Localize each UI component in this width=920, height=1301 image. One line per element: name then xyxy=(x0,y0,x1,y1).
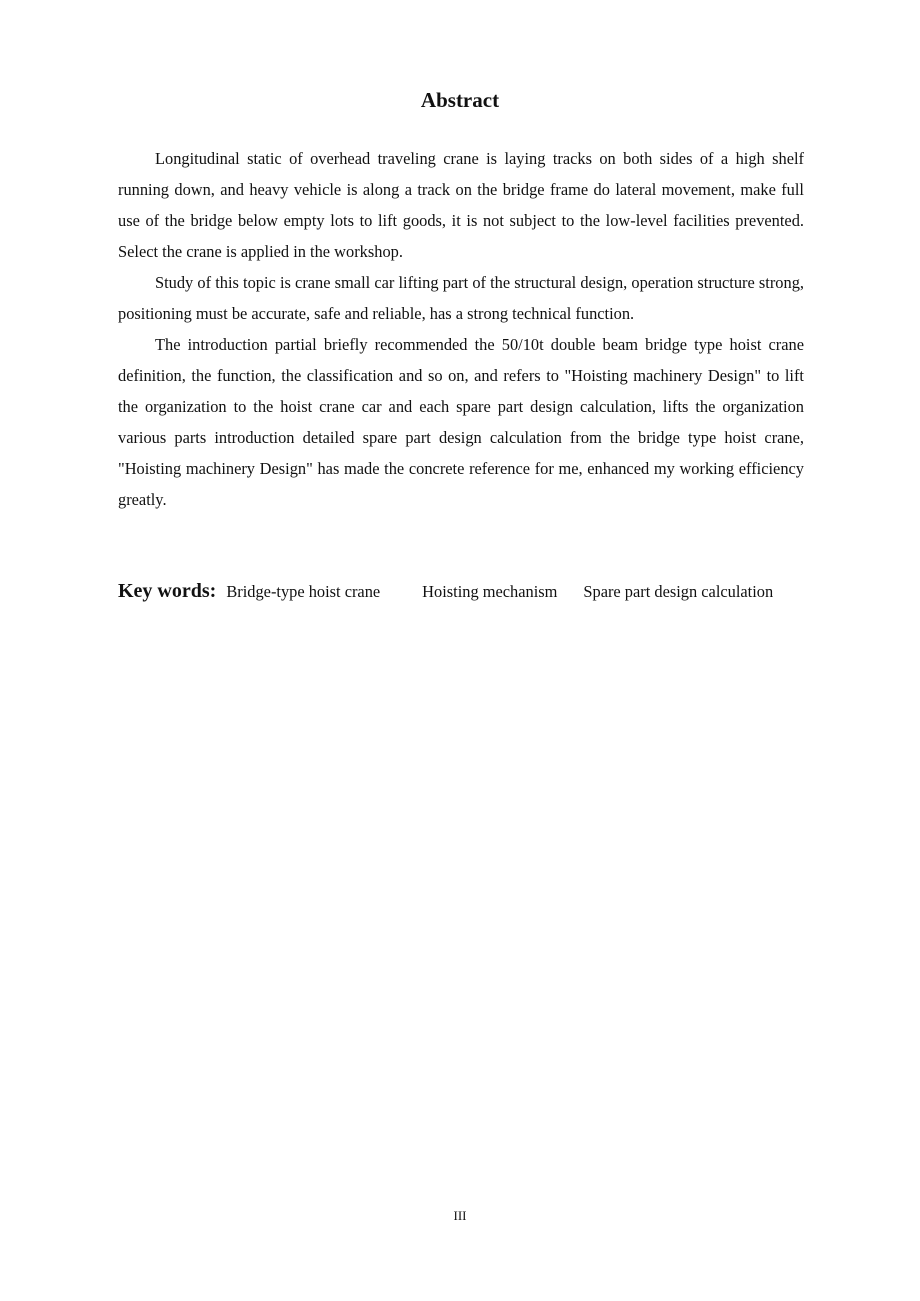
abstract-paragraph-3: The introduction partial briefly recommended the 50/10t double beam bridge type hoist crane definition, the function, the classification and so on, and refers to "Hoisting machinery Design" to lift the organization to the hoist crane car and each spare part design calculation, lifts the organization various parts introduction detailed spare part design calculation from the bridge type hoist crane, "Hoisting machinery Design" has made the concrete reference for me, enhanced my working efficiency greatly. xyxy=(118,335,804,509)
keywords-label: Key words: xyxy=(118,580,217,602)
abstract-title: Abstract xyxy=(420,88,500,112)
keyword-bridge-type-hoist-crane: Bridge-type hoist crane xyxy=(226,582,381,601)
keyword-hoisting-mechanism: Hoisting mechanism xyxy=(422,582,558,601)
page-number: III xyxy=(453,1208,467,1223)
keyword-spare-part-design-calculation: Spare part design calculation xyxy=(583,582,774,601)
keywords-section xyxy=(118,574,804,609)
abstract-paragraph-2: Study of this topic is crane small car lifting part of the structural design, operation structure strong, positioning must be accurate, safe and reliable, has a strong technical function. xyxy=(118,273,804,323)
abstract-paragraph-1: Longitudinal static of overhead traveling crane is laying tracks on both sides of a high shelf running down, and heavy vehicle is along a track on the bridge frame do lateral movement, make full use of the bridge below empty lots to lift goods, it is not subject to the low-level facilities prevented. Select the crane is applied in the workshop. xyxy=(118,149,804,261)
abstract-body xyxy=(118,143,804,515)
